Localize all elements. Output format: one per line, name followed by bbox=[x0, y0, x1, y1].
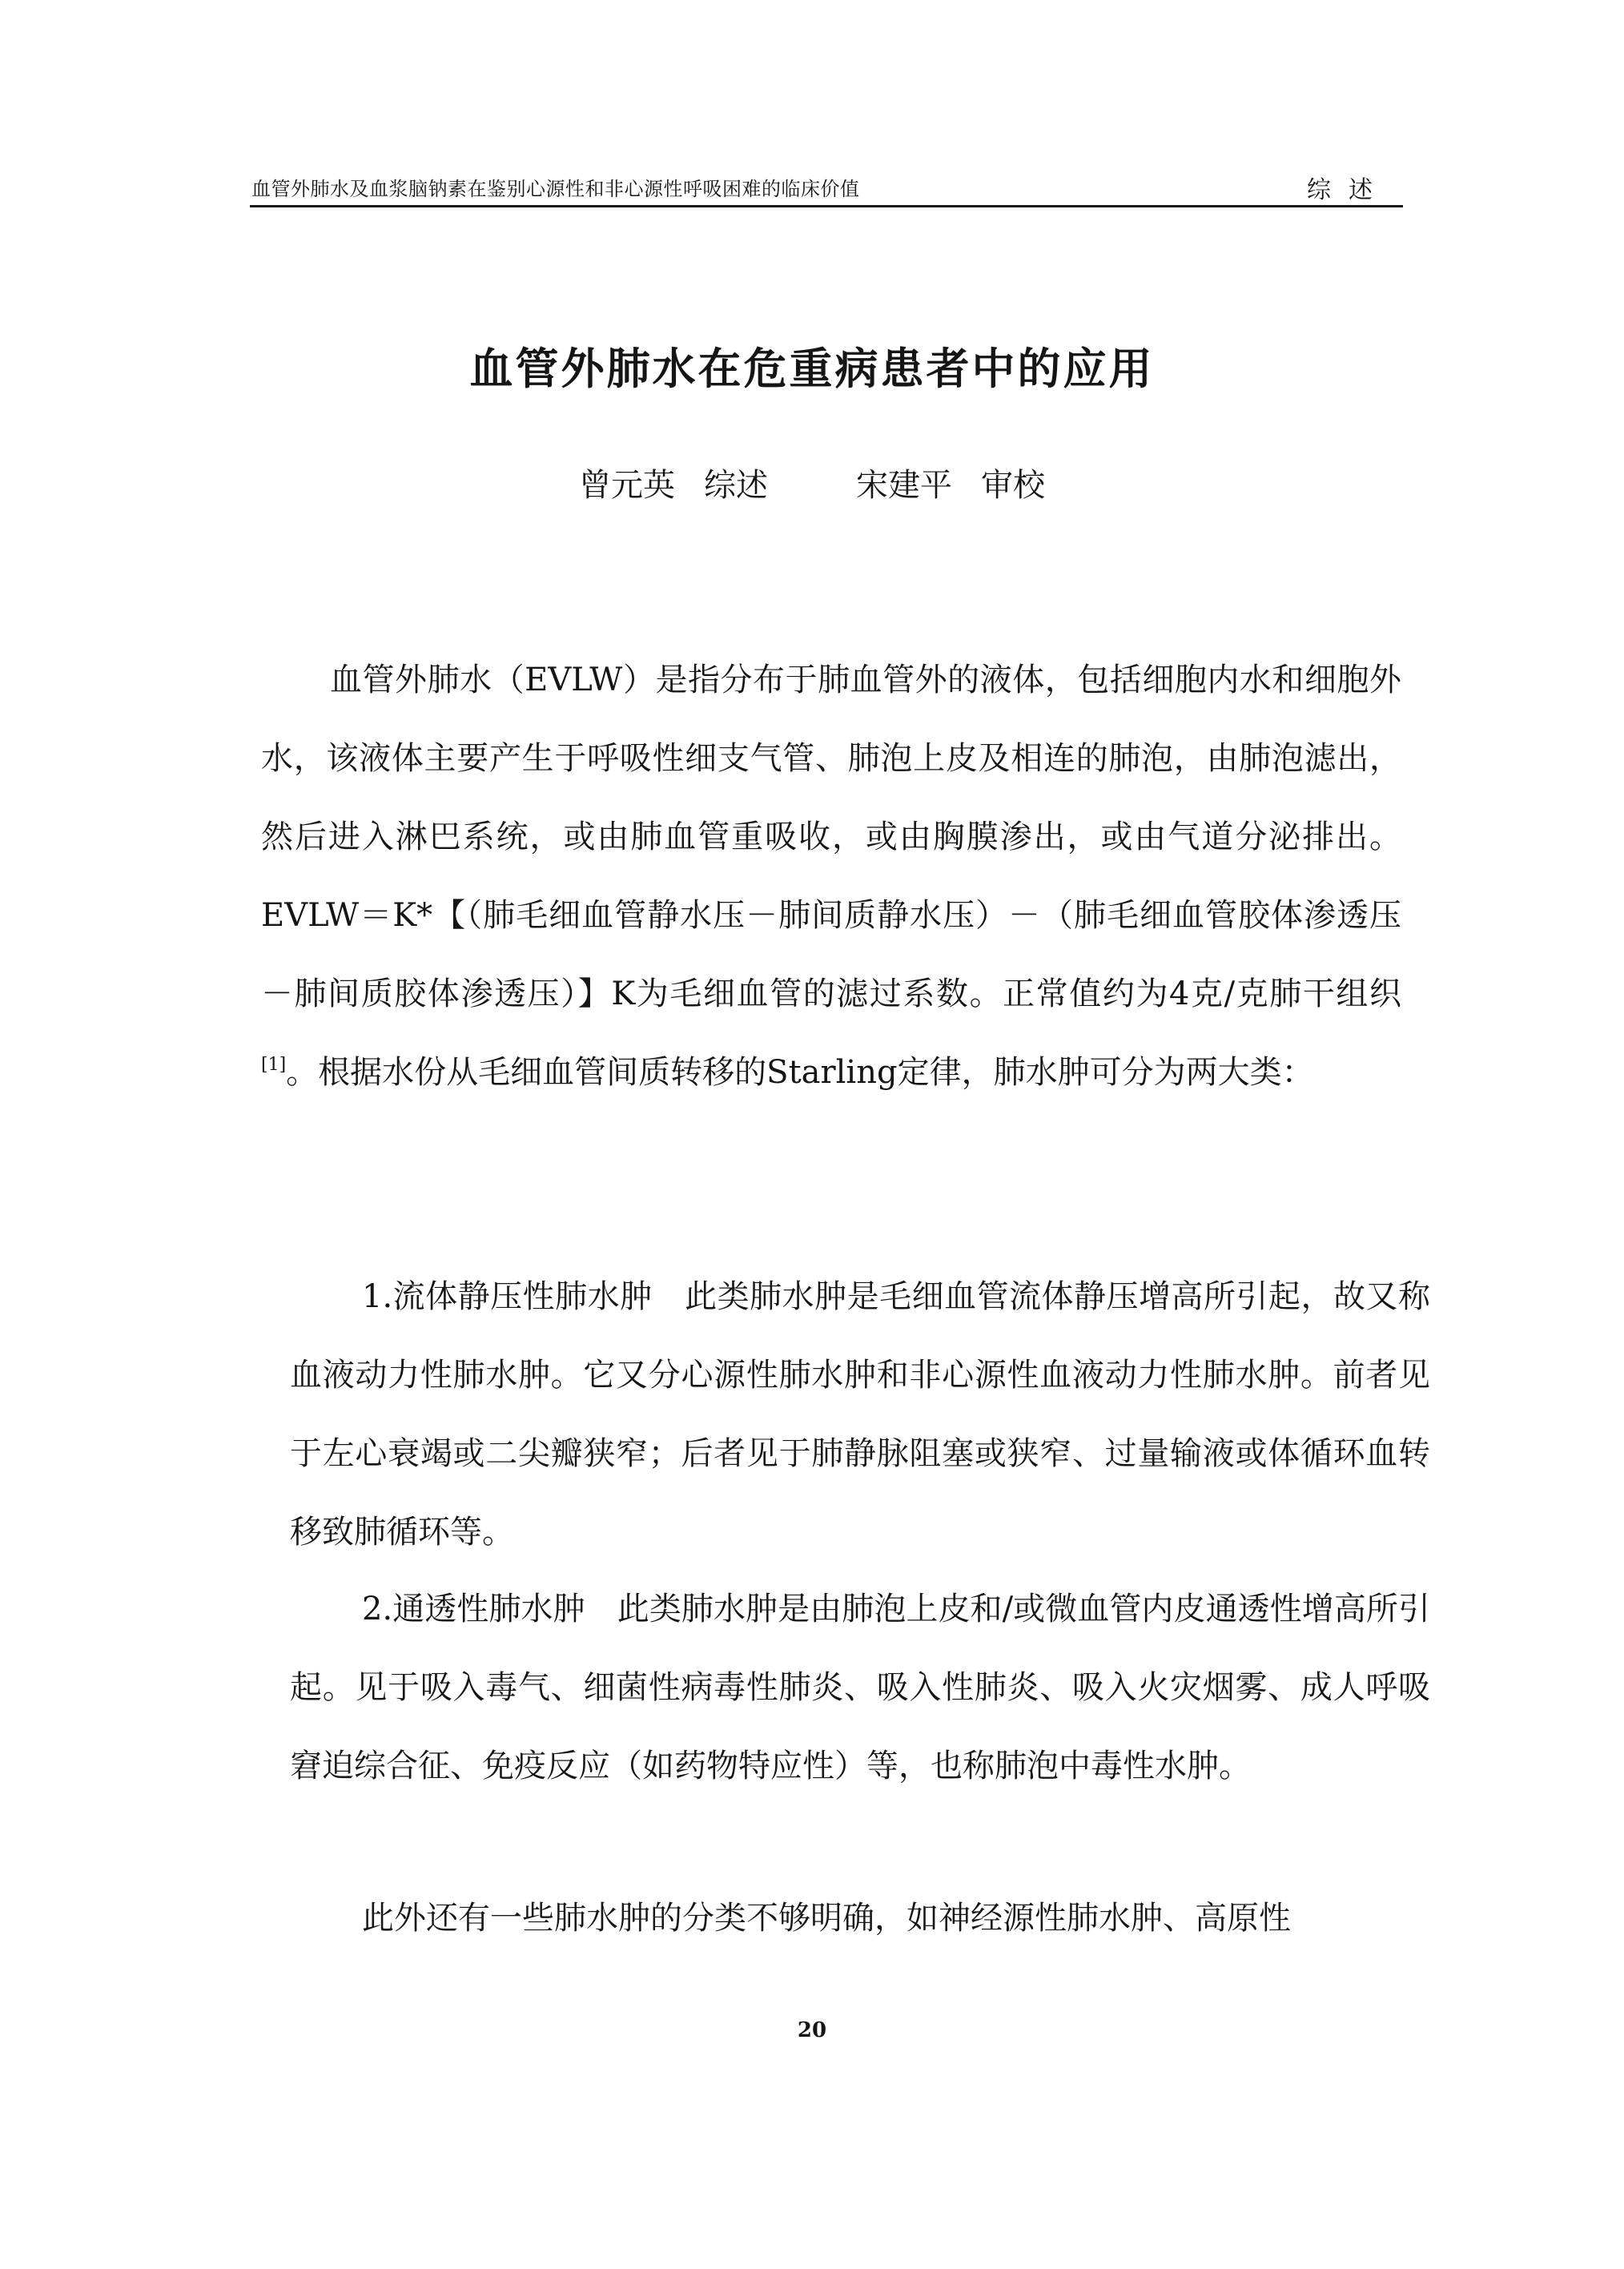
section-text: 此外还有一些肺水肿的分类不够明确，如神经源性肺水肿、高原性 bbox=[362, 1900, 1291, 1937]
section-text: 此类肺水肿是由肺泡上皮和/或微血管内皮通透性增高所引起。见于吸入毒气、细菌性病毒性肺炎、吸入性肺炎、吸入火灾烟雾、成人呼吸窘迫综合征、免疫反应（如药物特应性）等，也称肺泡中毒性水肿。 bbox=[290, 1591, 1431, 1784]
running-header bbox=[250, 168, 1403, 207]
reviewer-name: 宋建平 bbox=[856, 467, 952, 504]
section-text: 此类肺水肿是毛细血管流体静压增高所引起，故又称血液动力性肺水肿。它又分心源性肺水肿和非心源性血液动力性肺水肿。前者见于左心衰竭或二尖瓣狭窄；后者见于肺静脉阻塞或狭窄、过量输液或体循环血转移致肺循环等。 bbox=[290, 1278, 1431, 1551]
body-paragraph-intro bbox=[261, 641, 1401, 1112]
running-header-title: 血管外肺水及血浆脑钠素在鉴别心源性和非心源性呼吸困难的临床价值 bbox=[251, 178, 860, 200]
section-lead: 1.流体静压性肺水肿 bbox=[362, 1278, 653, 1315]
article-title: 血管外肺水在危重病患者中的应用 bbox=[469, 344, 1155, 394]
byline bbox=[0, 460, 1624, 505]
body-paragraph-other bbox=[290, 1879, 1430, 1957]
author-role: 综述 bbox=[704, 467, 768, 504]
page-number: 20 bbox=[797, 2018, 827, 2042]
body-paragraph-permeability bbox=[290, 1570, 1430, 1805]
reviewer-role: 审校 bbox=[981, 467, 1045, 504]
intro-text: 血管外肺水（EVLW）是指分布于肺血管外的液体，包括细胞内水和细胞外水，该液体主要产生于呼吸性细支气管、肺泡上皮及相连的肺泡，由肺泡滤出，然后进入淋巴系统，或由肺血管重吸收，或由胸膜渗出，或由气道分泌排出。EVLW＝K*【（肺毛细血管静水压－肺间质静水压）－（肺毛细血管胶体渗透压－肺间质胶体渗透压）】K为毛细血管的滤过系数。正常值约为4克/克肺干组织 bbox=[261, 662, 1401, 1012]
author-name: 曾元英 bbox=[579, 467, 675, 504]
section-lead: 2.通透性肺水肿 bbox=[362, 1591, 585, 1627]
running-header-section: 综述 bbox=[1307, 176, 1390, 204]
citation-ref: [1] bbox=[261, 1055, 287, 1075]
body-paragraph-hydrostatic bbox=[290, 1257, 1430, 1571]
intro-text-continued: 。根据水份从毛细血管间质转移的Starling定律，肺水肿可分为两大类： bbox=[286, 1054, 1314, 1091]
